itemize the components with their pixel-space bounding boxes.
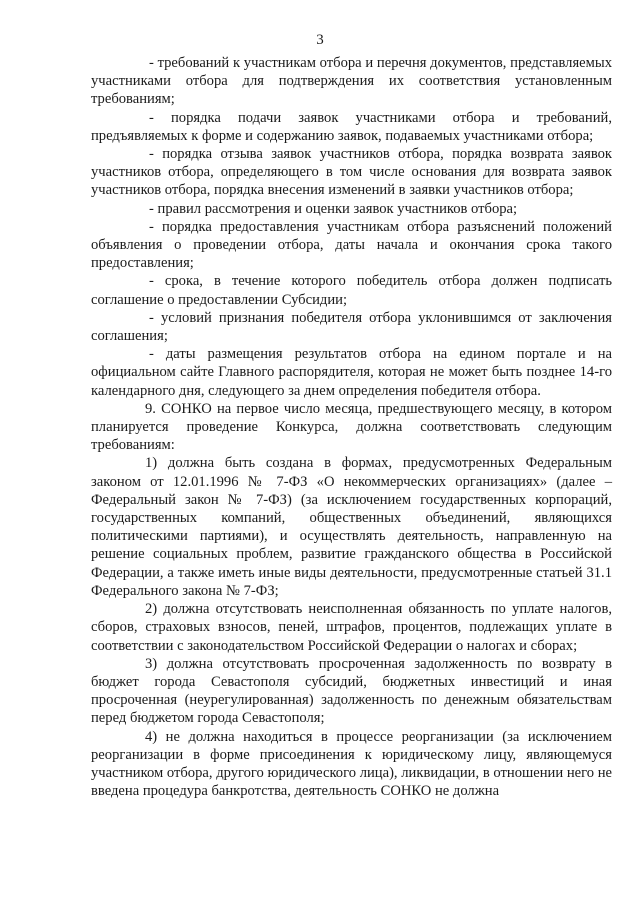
list-item-results-publication: - даты размещения результатов отбора на едином портале и на официальном сайте Главного распорядителя, которая не может быть позднее 14-го календарного дня, следующего за днем определения победителя отбора. bbox=[91, 346, 612, 399]
document-body bbox=[91, 54, 612, 800]
page-number: 3 bbox=[316, 32, 324, 48]
clause-9-item-4: 4) не должна находиться в процессе реорганизации (за исключением реорганизации в форме присоединения к юридическому лицу, являющемуся участником отбора, другого юридического лица), ликвидации, в отношении него не введена процедура банкротства, деятельность СОНКО не должна bbox=[91, 728, 612, 800]
list-item-participant-requirements: - требований к участникам отбора и перечня документов, представляемых участниками отбора для подтверждения их соответствия установленным требованиям; bbox=[91, 55, 612, 108]
list-item-application-submission: - порядка подачи заявок участниками отбора и требований, предъявляемых к форме и содержанию заявок, подаваемых участниками отбора; bbox=[91, 109, 612, 144]
clause-9-item-3: 3) должна отсутствовать просроченная задолженность по возврату в бюджет города Севастополя субсидий, бюджетных инвестиций и иная просроченная (неурегулированная) задолженность по денежным обязательствам перед бюджетом города Севастополя; bbox=[91, 655, 612, 727]
list-item-review-rules: - правил рассмотрения и оценки заявок участников отбора; bbox=[149, 200, 518, 217]
list-item-clarifications: - порядка предоставления участникам отбора разъяснений положений объявления о проведении отбора, даты начала и окончания срока такого предоставления; bbox=[91, 218, 612, 272]
list-item-application-withdrawal: - порядка отзыва заявок участников отбора, порядка возврата заявок участников отбора, определяющего в том числе основания для возврата заявок участников отбора, порядка внесения изменений в заявки участников отбора; bbox=[91, 146, 612, 199]
clause-9-item-1: 1) должна быть создана в формах, предусмотренных Федеральным законом от 12.01.1996 № 7-ФЗ «О некоммерческих организациях» (далее – Федеральный закон № 7-ФЗ) (за исключением государственных корпораций, государственных компаний, общественных объединений, являющихся политическими партиями), и осуществлять деятельность, направленную на решение социальных проблем, развитие гражданского общества в Российской Федерации, а также иметь иные виды деятельности, предусмотренные статьей 31.1 Федерального закона № 7-ФЗ; bbox=[91, 455, 612, 599]
list-item-signing-deadline: - срока, в течение которого победитель отбора должен подписать соглашение о предоставлении Субсидии; bbox=[91, 273, 612, 308]
clause-9-item-2: 2) должна отсутствовать неисполненная обязанность по уплате налогов, сборов, страховых взносов, пеней, штрафов, процентов, подлежащих уплате в соответствии с законодательством Российской Федерации о налогах и сборах; bbox=[91, 601, 612, 654]
clause-9: 9. СОНКО на первое число месяца, предшествующего месяцу, в котором планируется проведение Конкурса, должна соответствовать следующим требованиям: bbox=[91, 400, 612, 454]
list-item-evasion-conditions: - условий признания победителя отбора уклонившимся от заключения соглашения; bbox=[91, 309, 612, 345]
